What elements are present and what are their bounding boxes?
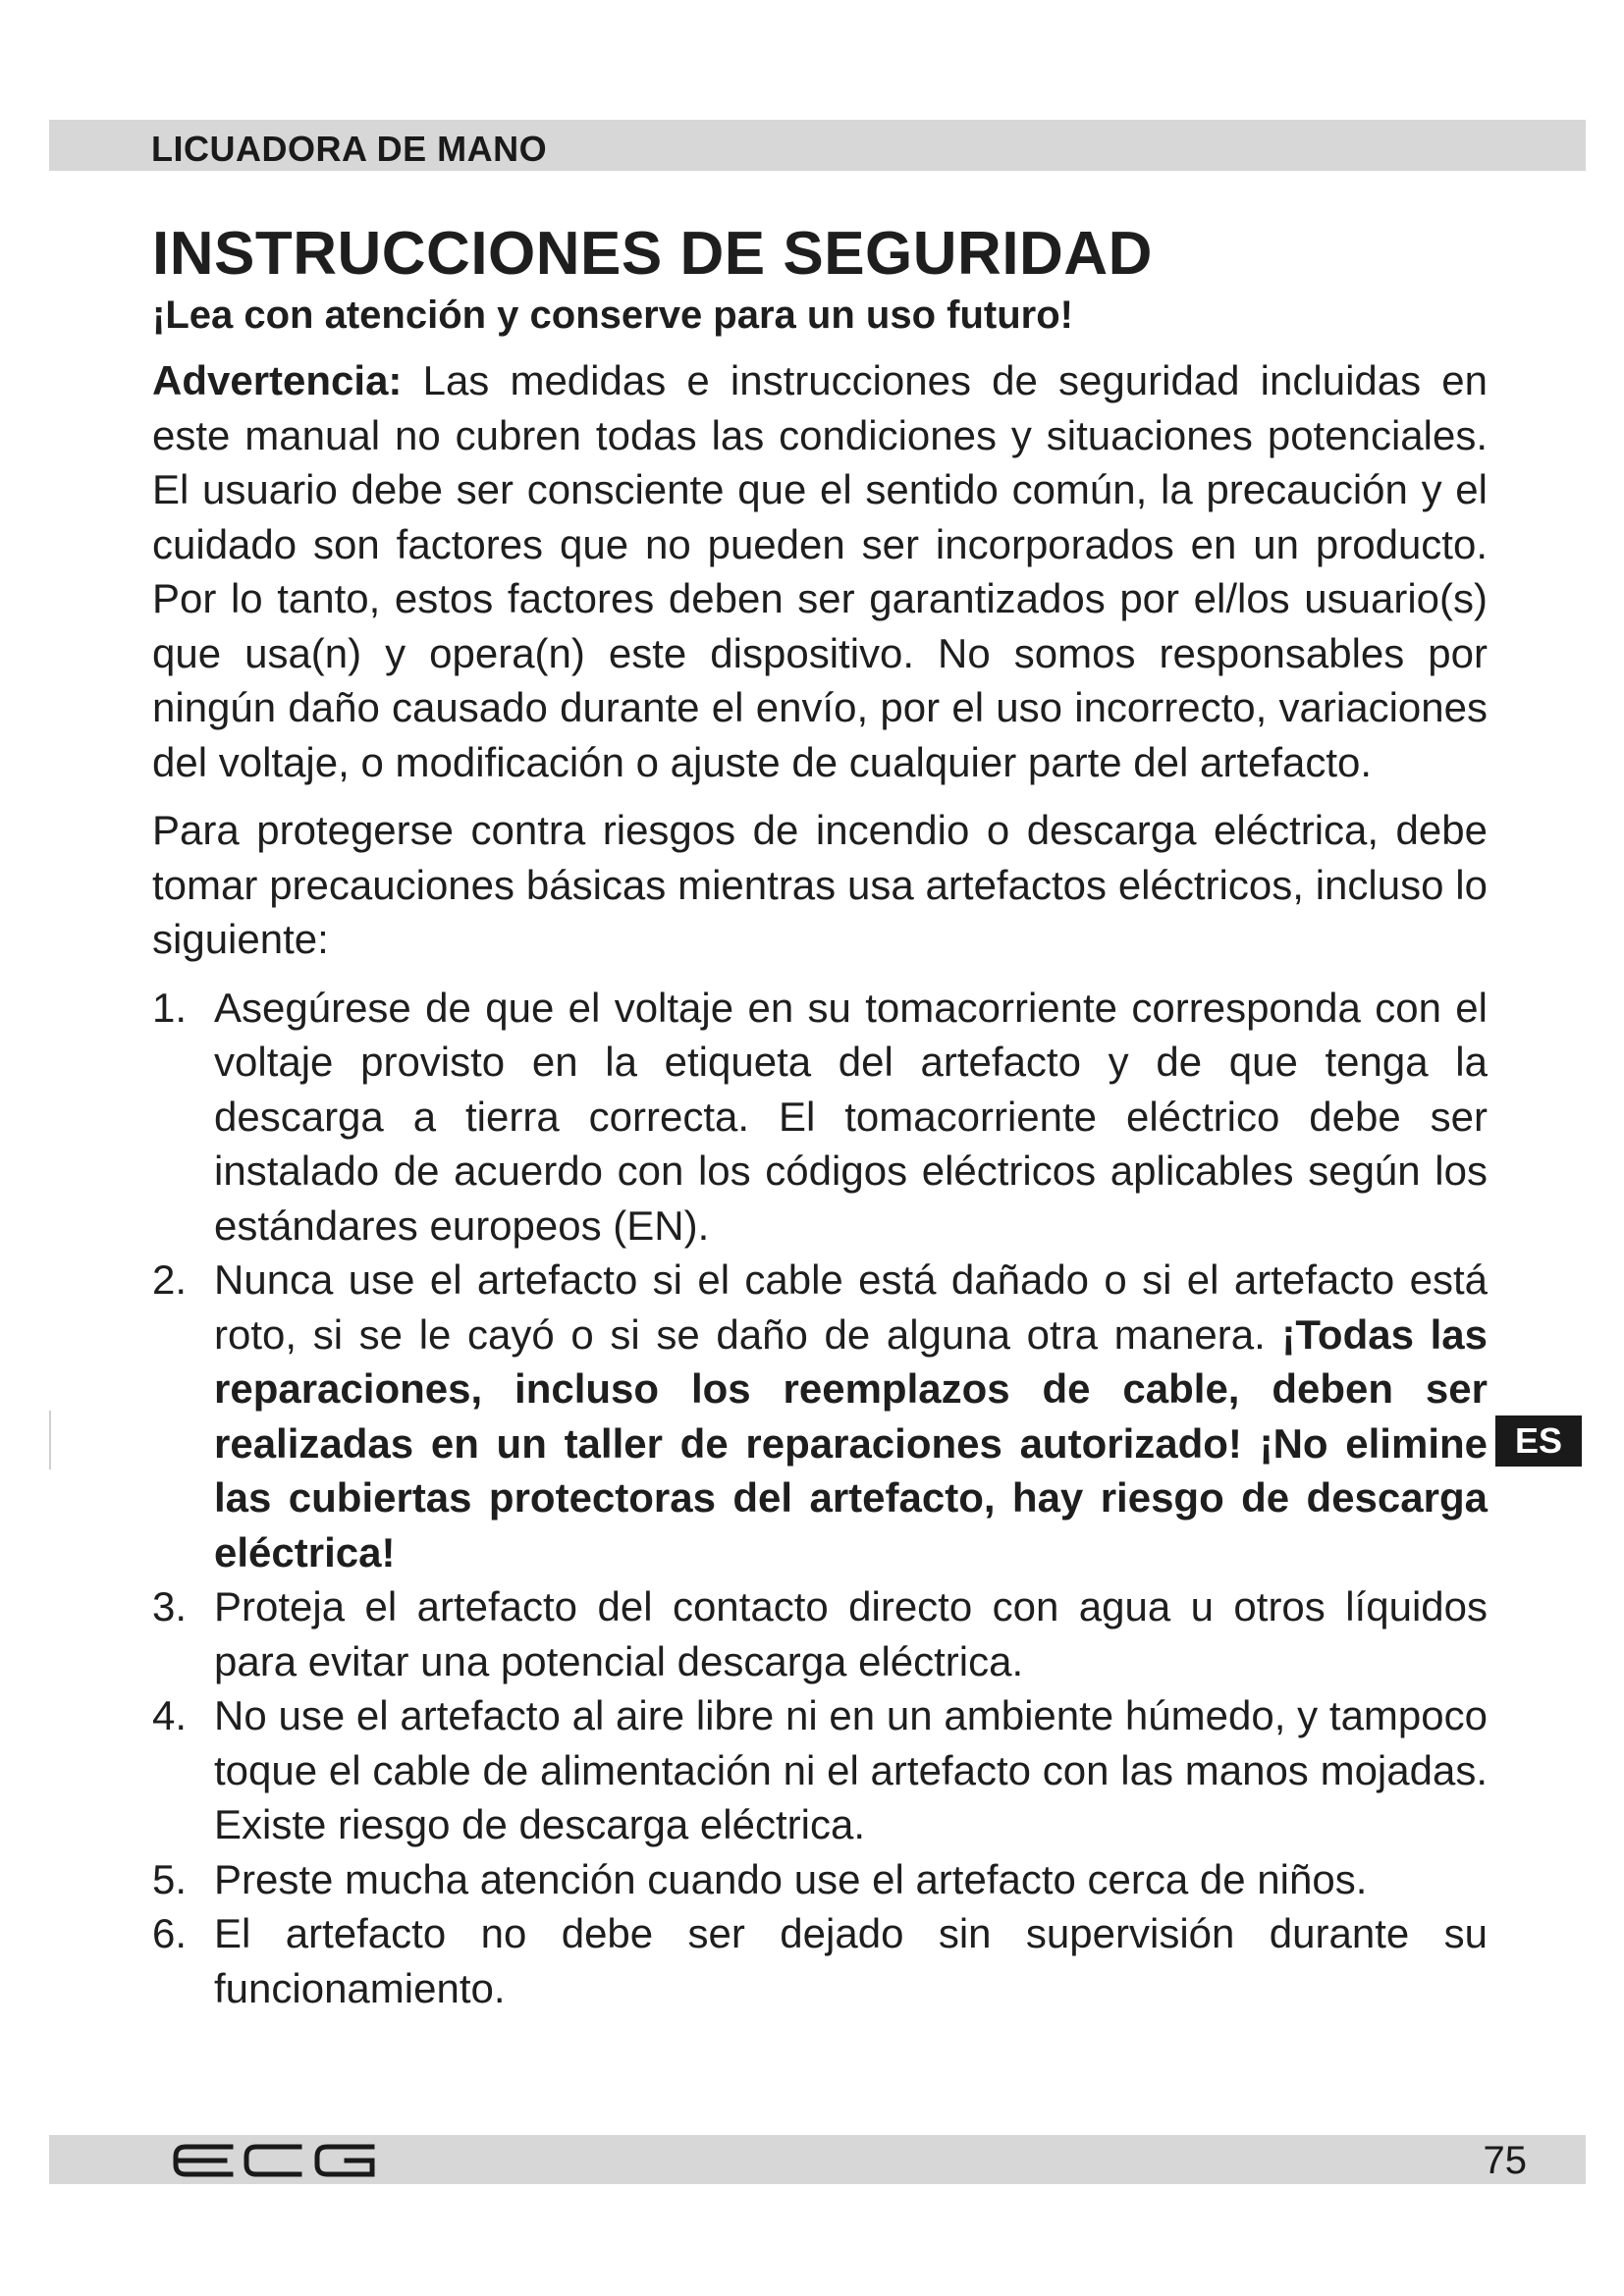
list-item-text: Proteja el artefacto del contacto directo con agua u otros líquidos para evitar una potencial descarga eléctrica. bbox=[214, 1583, 1488, 1684]
list-item-text: No use el artefacto al aire libre ni en un ambiente húmedo, y tampoco toque el cable de alimentación ni el artefacto con las manos mojadas. Existe riesgo de descarga eléctrica. bbox=[214, 1692, 1488, 1847]
list-item bbox=[152, 1906, 1488, 2015]
list-item-number: 1. bbox=[152, 984, 188, 1031]
header-bar bbox=[49, 120, 1586, 171]
list-item bbox=[152, 1852, 1488, 1907]
list-item-text: El artefacto no debe ser dejado sin supervisión durante su funcionamiento. bbox=[214, 1910, 1488, 2011]
list-item-number: 3. bbox=[152, 1583, 188, 1629]
list-item-number: 6. bbox=[152, 1910, 188, 1956]
intro-paragraph: Para protegerse contra riesgos de incendio o descarga eléctrica, debe tomar precauciones básicas mientras usa artefactos eléctricos, incluso lo siguiente: bbox=[152, 807, 1488, 962]
list-item-bold-text: ¡Todas las reparaciones, incluso los reemplazos de cable, deben ser realizadas en un taller de reparaciones autorizado! ¡No elimine las cubiertas protectoras del artefacto, hay riesgo de descarga eléctrica! bbox=[214, 1310, 1488, 1575]
list-item-text: Asegúrese de que el voltaje en su tomacorriente corresponda con el voltaje provisto en la etiqueta del artefacto y de que tenga la descarga a tierra correcta. El tomacorriente eléctrico debe ser instalado de acuerdo con los códigos eléctricos aplicables según los estándares europeos (EN). bbox=[214, 984, 1488, 1249]
footer-bar bbox=[49, 2135, 1586, 2184]
product-title: LICUADORA DE MANO bbox=[151, 129, 548, 169]
language-badge: ES bbox=[1495, 1415, 1582, 1467]
list-item-text: Nunca use el artefacto si el cable está dañado o si el artefacto está roto, si se le cayó o si se daño de alguna otra manera. bbox=[214, 1256, 1488, 1358]
warning-text: Las medidas e instrucciones de seguridad incluidas en este manual no cubren todas las condiciones y situaciones potenciales. El usuario debe ser consciente que el sentido común, la precaución y el cuidado son factores que no pueden ser incorporados en un producto. Por lo tanto, estos factores deben ser garantizados por el/los usuario(s) que usa(n) y opera(n) este dispositivo. No somos responsables por ningún daño causado durante el envío, por el uso incorrecto, variaciones del voltaje, o modificación o ajuste de cualquier parte del artefacto. bbox=[152, 357, 1488, 785]
page-number: 75 bbox=[1483, 2139, 1527, 2182]
warning-label: Advertencia: bbox=[152, 357, 403, 403]
page-title: INSTRUCCIONES DE SEGURIDAD bbox=[152, 220, 1153, 288]
warning-paragraph bbox=[152, 353, 1488, 789]
list-item bbox=[152, 1253, 1488, 1579]
page-subtitle: ¡Lea con atención y conserve para un uso futuro! bbox=[152, 294, 1073, 337]
safety-list bbox=[152, 981, 1488, 2016]
list-item-number: 4. bbox=[152, 1692, 188, 1738]
content bbox=[152, 218, 1488, 2015]
ecg-logo-icon bbox=[172, 2143, 378, 2178]
margin-divider bbox=[49, 1411, 51, 1469]
list-item-number: 2. bbox=[152, 1256, 188, 1303]
list-item-text: Preste mucha atención cuando use el artefacto cerca de niños. bbox=[214, 1855, 1368, 1902]
list-item bbox=[152, 1579, 1488, 1688]
list-item-number: 5. bbox=[152, 1855, 188, 1902]
list-item bbox=[152, 1688, 1488, 1852]
list-item bbox=[152, 981, 1488, 1254]
